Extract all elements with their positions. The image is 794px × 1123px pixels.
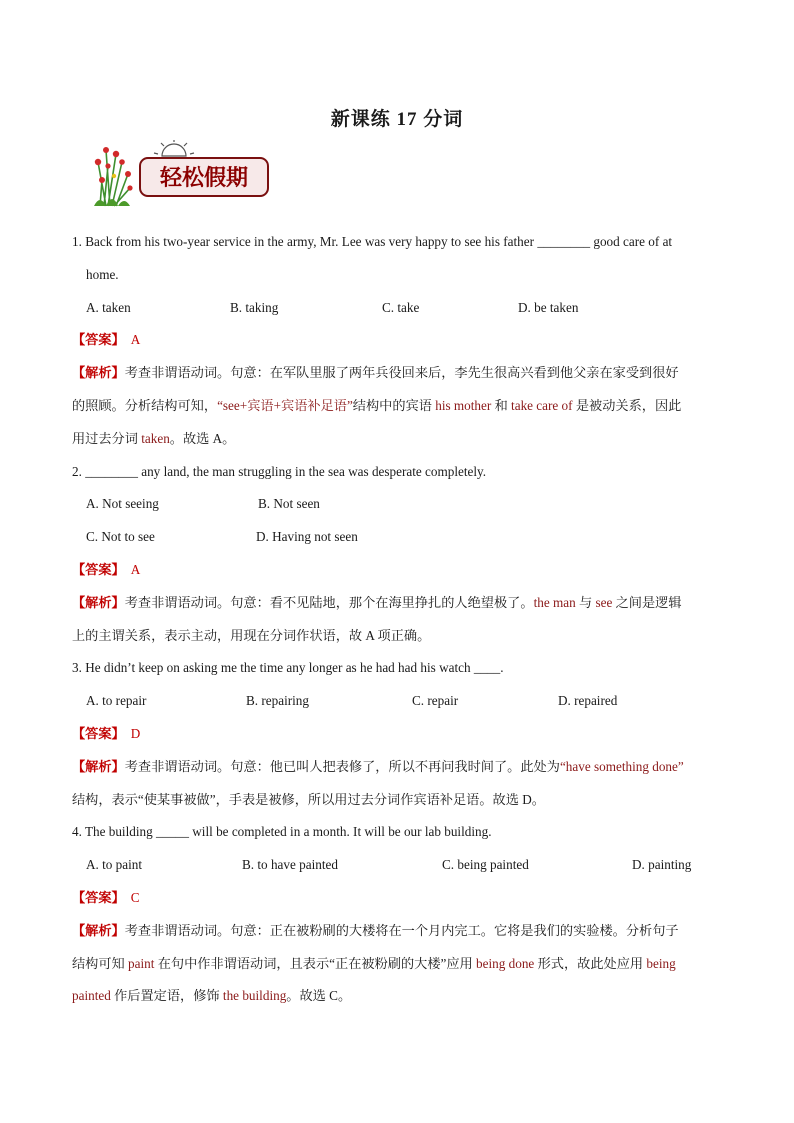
analysis-text: 。故选 A。 bbox=[169, 430, 236, 446]
option-row bbox=[72, 521, 724, 554]
answer-line bbox=[72, 324, 724, 357]
analysis-highlight: take care of bbox=[511, 397, 573, 413]
analysis-text: 在句中作非谓语动词，且表示“正在被粉刷的大楼”应用 bbox=[154, 955, 477, 971]
analysis-tag: 【解析】 bbox=[72, 594, 125, 610]
question-stem: 1. Back from his two-year service in the army, Mr. Lee was very happy to see his father ________ good care of at bbox=[72, 234, 673, 249]
option-c: C. take bbox=[382, 299, 420, 315]
option-b: B. repairing bbox=[246, 693, 309, 709]
analysis-text: 结构可知 bbox=[72, 955, 129, 971]
analysis-text: 和 bbox=[491, 397, 512, 413]
option-a: A. taken bbox=[86, 299, 131, 315]
analysis-highlight: paint bbox=[128, 955, 155, 971]
option-row bbox=[72, 685, 724, 718]
analysis-block bbox=[72, 751, 724, 817]
analysis-highlight: painted bbox=[72, 988, 111, 1004]
option-b: B. taking bbox=[230, 299, 279, 315]
answer-tag: 【答案】 bbox=[72, 332, 125, 348]
option-row bbox=[72, 488, 724, 521]
option-a: A. Not seeing bbox=[86, 496, 159, 512]
analysis-text: 。故选 C。 bbox=[286, 988, 352, 1004]
analysis-text: 上的主谓关系，表示主动，用现在分词作状语，故 A 项正确。 bbox=[72, 627, 431, 643]
analysis-text: 考查非谓语动词。句意：他已叫人把表修了，所以不再问我时间了。此处为 bbox=[124, 758, 560, 774]
answer-value: D bbox=[130, 725, 141, 741]
analysis-highlight: “see+宾语+宾语补足语” bbox=[217, 397, 353, 413]
analysis-text: 之间是逻辑 bbox=[612, 594, 682, 610]
analysis-text: 的照顾。分析结构可知， bbox=[72, 397, 218, 413]
analysis-block bbox=[72, 357, 724, 455]
analysis-text: 考查非谓语动词。句意：正在被粉刷的大楼将在一个月内完工。它将是我们的实验楼。分析句子 bbox=[124, 922, 679, 938]
option-d: D. repaired bbox=[558, 693, 618, 709]
option-c: C. repair bbox=[412, 693, 459, 709]
answer-line bbox=[72, 882, 724, 915]
analysis-text: 作后置定语，修饰 bbox=[110, 988, 223, 1004]
analysis-highlight: taken bbox=[141, 430, 170, 446]
analysis-text: 考查非谓语动词。句意：在军队里服了两年兵役回来后，李先生很高兴看到他父亲在家受到很好 bbox=[124, 365, 679, 381]
analysis-text: 用过去分词 bbox=[72, 430, 142, 446]
answer-tag: 【答案】 bbox=[72, 889, 125, 905]
analysis-highlight: being bbox=[646, 955, 676, 971]
analysis-highlight: his mother bbox=[435, 397, 492, 413]
analysis-tag: 【解析】 bbox=[72, 922, 125, 938]
answer-line bbox=[72, 718, 724, 751]
page-title: 新课练 17 分词 bbox=[330, 109, 464, 130]
holiday-banner bbox=[86, 140, 276, 210]
answer-value: A bbox=[130, 332, 141, 348]
analysis-text: 形式，故此处应用 bbox=[534, 955, 647, 971]
question-stem: 3. He didn’t keep on asking me the time any longer as he had had his watch ____. bbox=[72, 660, 504, 676]
option-row bbox=[72, 849, 724, 882]
analysis-block bbox=[72, 587, 724, 653]
option-b: B. to have painted bbox=[242, 857, 338, 873]
analysis-text: 是被动关系，因此 bbox=[572, 397, 682, 413]
answer-tag: 【答案】 bbox=[72, 725, 125, 741]
analysis-text: 与 bbox=[575, 594, 596, 610]
option-d: D. be taken bbox=[518, 299, 579, 315]
option-a: A. to repair bbox=[86, 693, 147, 709]
analysis-highlight: see bbox=[595, 594, 613, 610]
analysis-text: 结构，表示“使某事被做”，手表是被修，所以用过去分词作宾语补足语。故选 D。 bbox=[72, 791, 545, 807]
analysis-highlight: “have something done” bbox=[559, 758, 684, 774]
banner-text: 轻松假期 bbox=[159, 166, 249, 191]
answer-tag: 【答案】 bbox=[72, 561, 125, 577]
analysis-block bbox=[72, 915, 724, 1013]
option-c: C. being painted bbox=[442, 857, 529, 873]
analysis-highlight: the building bbox=[222, 988, 287, 1004]
analysis-highlight: being done bbox=[476, 955, 535, 971]
analysis-tag: 【解析】 bbox=[72, 758, 125, 774]
sun-icon bbox=[154, 140, 194, 156]
analysis-text: 结构中的宾语 bbox=[352, 397, 436, 413]
option-b: B. Not seen bbox=[258, 496, 320, 512]
answer-value: C bbox=[130, 889, 140, 905]
question-stem: 2. ________ any land, the man struggling in the sea was desperate completely. bbox=[72, 463, 487, 479]
option-d: D. Having not seen bbox=[256, 529, 358, 545]
flower-plant-icon bbox=[94, 147, 133, 206]
answer-line bbox=[72, 554, 724, 587]
question-stem-continued: home. bbox=[86, 266, 119, 282]
analysis-tag: 【解析】 bbox=[72, 365, 125, 381]
option-row bbox=[72, 292, 724, 325]
analysis-highlight: the man bbox=[533, 594, 576, 610]
analysis-text: 考查非谓语动词。句意：看不见陆地，那个在海里挣扎的人绝望极了。 bbox=[124, 594, 534, 610]
question-list bbox=[72, 226, 724, 1013]
question-stem: 4. The building _____ will be completed in a month. It will be our lab building. bbox=[72, 824, 492, 840]
option-c: C. Not to see bbox=[86, 529, 155, 545]
answer-value: A bbox=[130, 561, 141, 577]
option-d: D. painting bbox=[632, 857, 692, 873]
option-a: A. to paint bbox=[86, 857, 143, 873]
